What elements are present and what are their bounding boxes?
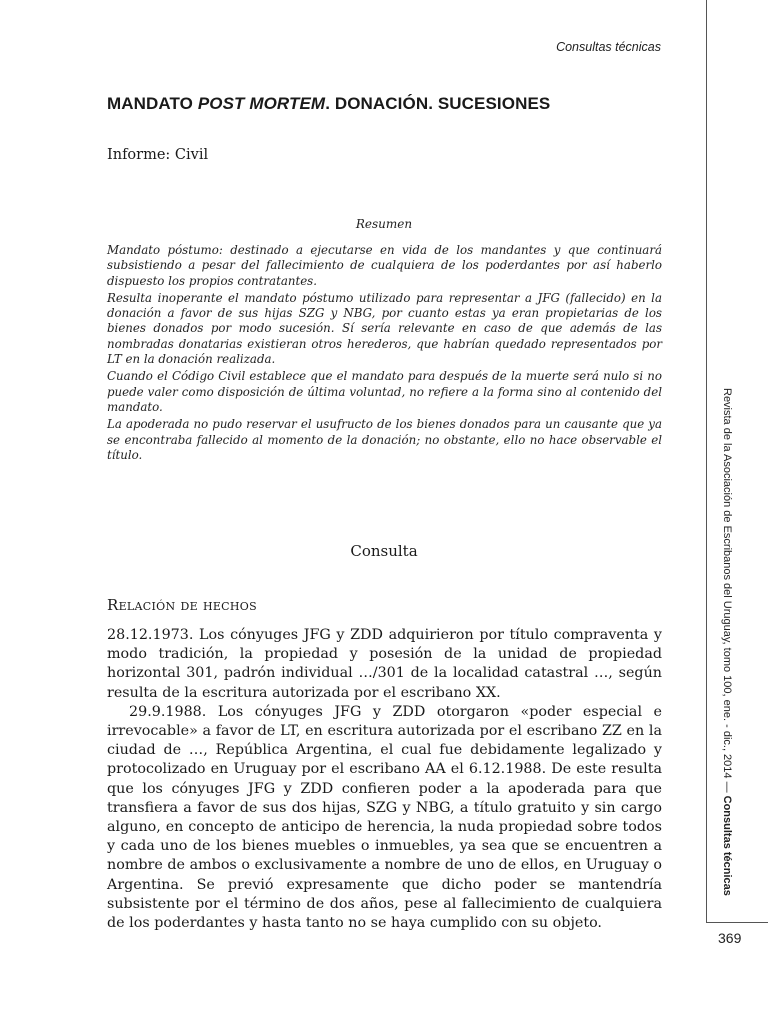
- report-label: Informe: Civil: [107, 147, 209, 163]
- title-part-3: . DONACIÓN. SUCESIONES: [325, 94, 551, 113]
- abstract-paragraph: Resulta inoperante el mandato póstumo utilizado para representar a JFG (fallecido) en la donación a favor de sus hijas SZG y NBG, por cuanto estas ya eran propietarias de los bienes donados por modo sucesión. Sí sería relevante en caso de que además de las nombradas donatarias existieran otros herederos, que habrían quedado representados por LT en la donación realizada.: [107, 290, 662, 367]
- page-number: 369: [718, 930, 742, 946]
- body-text: [107, 626, 662, 933]
- title-part-2: POST MORTEM: [197, 94, 326, 113]
- abstract: [107, 243, 662, 465]
- body-paragraph: 29.9.1988. Los cónyuges JFG y ZDD otorgaron «poder especial e irrevocable» a favor de LT, en escritura autorizada por el escribano ZZ en la ciudad de …, República Argentina, el cual fue debidamente legalizado y protocolizado en Uruguay por el escribano AA el 6.12.1988. De este resulta que los cónyuges JFG y ZDD confieren poder a la apoderada para que transfiera a favor de sus dos hijas, SZG y NBG, a título gratuito y sin cargo alguno, en concepto de anticipo de herencia, la nuda propiedad sobre todos y cada uno de los bienes muebles o inmuebles, ya sea que se encuentren a nombre de ambos o exclusivamente a nombre de uno de ellos, en Uruguay o Argentina. Se previó expresamente que dicho poder se mantendría subsistente por el término de dos años, pese al fallecimiento de cualquiera de los poderdantes y hasta tanto no se haya cumplido con su objeto.: [107, 703, 662, 932]
- consulta-heading: Consulta: [350, 542, 418, 560]
- journal-sidebar: [720, 388, 734, 896]
- abstract-paragraph: Mandato póstumo: destinado a ejecutarse en vida de los mandantes y que continuará subsistiendo a pesar del fallecimiento de cualquiera de los poderdantes por así haberlo dispuesto los propios contratantes.: [107, 243, 662, 288]
- running-head: Consultas técnicas: [556, 40, 661, 54]
- body-paragraph: 28.12.1973. Los cónyuges JFG y ZDD adquirieron por título compraventa y modo tradición, la propiedad y posesión de la unidad de propiedad horizontal 301, padrón individual …/301 de la localidad catastral …, según resulta de la escritura autorizada por el escribano XX.: [107, 627, 662, 701]
- bottom-rule: [706, 922, 768, 923]
- title-part-1: MANDATO: [107, 94, 198, 113]
- section-heading: Relación de hechos: [107, 596, 257, 614]
- abstract-paragraph: Cuando el Código Civil establece que el mandato para después de la muerte será nulo si no puede valer como disposición de última voluntad, no refiere a la forma sino al contenido del mandato.: [107, 369, 662, 414]
- resumen-heading: Resumen: [355, 217, 413, 231]
- abstract-paragraph: La apoderada no pudo reservar el usufructo de los bienes donados para un causante que ya se encontraba fallecido al momento de la donación; no obstante, ello no hace observable el título.: [107, 417, 662, 462]
- article-title: [107, 94, 550, 114]
- journal-section: Consultas técnicas: [721, 795, 733, 896]
- journal-name: Revista de la Asociación de Escribanos del Uruguay, tomo 100, ene. - dic., 2014 —: [721, 388, 733, 796]
- side-rule: [706, 0, 707, 922]
